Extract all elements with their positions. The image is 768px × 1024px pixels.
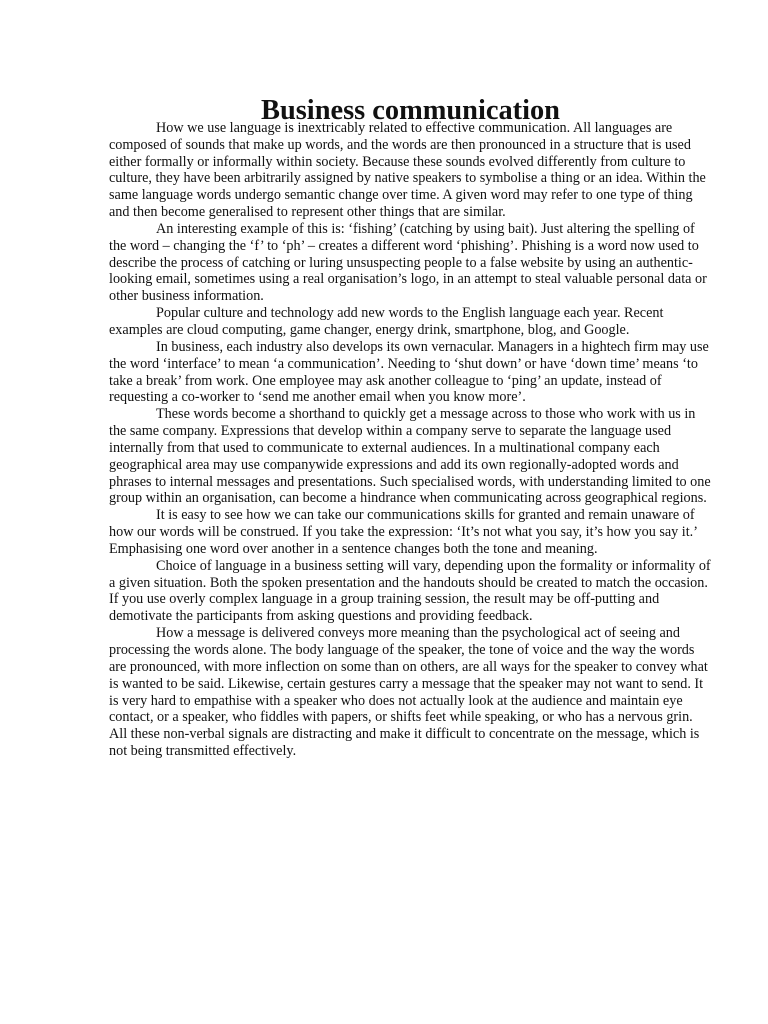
paragraph-3: Popular culture and technology add new words to the English language each year. Recent examples are cloud computing, game changer, energy drink, smartphone, blog, and Google. [109,305,664,338]
paragraph-7: Choice of language in a business setting will vary, depending upon the formality or informality of a given situation. Both the spoken presentation and the handouts should be created to match the occasion. If you use overly complex language in a group training session, the result may be off-putting and demotivate the participants from asking questions and providing feedback. [109,557,711,625]
paragraph-1: How we use language is inextricably related to effective communication. All languages are composed of sounds that make up words, and the words are then pronounced in a structure that is used either formally or informally within society. Because these sounds evolved differently from culture to culture, they have been arbitrarily assigned by native speakers to symbolise a thing or an idea. Within the same language words undergo semantic change over time. A given word may refer to one type of thing and then become generalised to represent other things that are similar. [109,119,706,221]
paragraph-8: How a message is delivered conveys more meaning than the psychological act of seeing and processing the words alone. The body language of the speaker, the tone of voice and the way the words are pronounced, with more inflection on some than on others, are all ways for the speaker to convey what is wanted to be said. Likewise, certain gestures carry a message that the speaker may not want to send. It is very hard to empathise with a speaker who does not actually look at the audience and maintain eye contact, or a speaker, who fiddles with papers, or shifts feet while speaking, or who has a nervous grin. All these non-verbal signals are distracting and make it difficult to concentrate on the message, which is not being transmitted effectively. [109,625,708,760]
paragraph-6: It is easy to see how we can take our communications skills for granted and remain unaware of how our words will be construed. If you take the expression: ‘It’s not what you say, it’s how you say it.’ Emphasising one word over another in a sentence changes both the tone and meaning. [109,507,697,557]
paragraph-2: An interesting example of this is: ‘fishing’ (catching by using bait). Just altering the spelling of the word – changing the ‘f’ to ‘ph’ – creates a different word ‘phishing’. Phishing is a word now used to describe the process of catching or luring unsuspecting people to a false website by using an authentic-looking email, sometimes using a real organisation’s logo, in an attempt to steal valuable personal data or other business information. [109,220,707,305]
paragraph-5: These words become a shorthand to quickly get a message across to those who work with us in the same company. Expressions that develop within a company serve to separate the language used internally from that used to communicate to external audiences. In a multinational company each geographical area may use companywide expressions and add its own regionally-adopted words and phrases to internal messages and presentations. Such specialised words, with understanding limited to one group within an organisation, can become a hindrance when communicating across geographical regions. [109,406,711,507]
document-title: Business communication [261,95,560,126]
paragraph-4: In business, each industry also develops its own vernacular. Managers in a hightech firm may use the word ‘interface’ to mean ‘a communication’. Needing to ‘shut down’ or have ‘down time’ means ‘to take a break’ from work. One employee may ask another colleague to ‘ping’ an update, instead of requesting a co-worker to ‘send me another email when you know more’. [109,338,709,406]
document-page [109,95,712,760]
